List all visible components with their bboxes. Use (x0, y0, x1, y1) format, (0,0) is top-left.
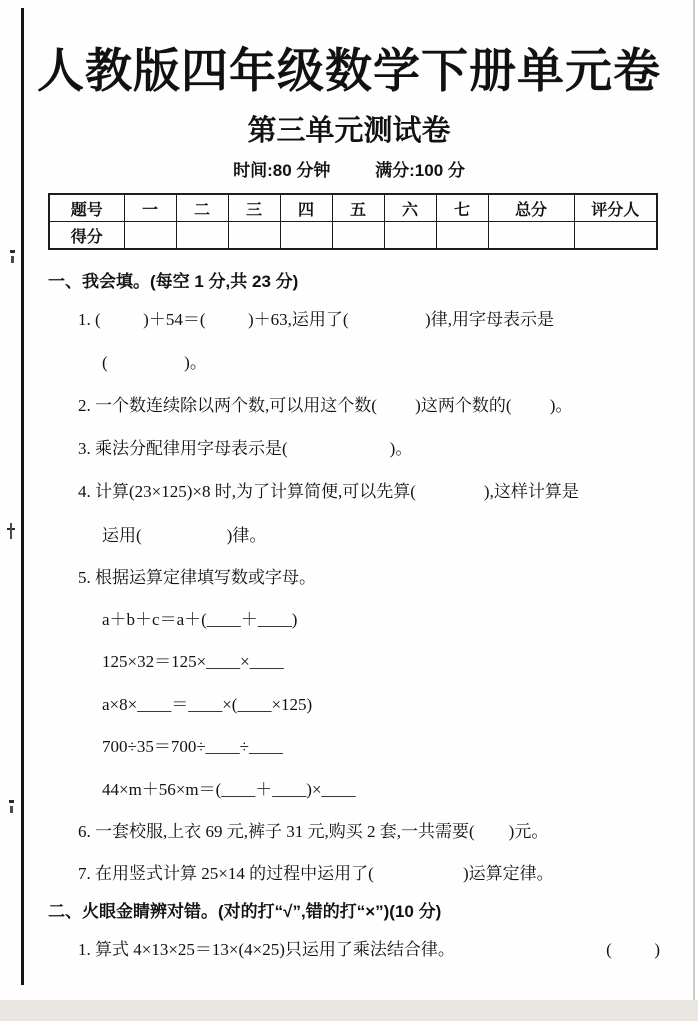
judge-answer-parens: ( ) (606, 940, 660, 959)
scan-edge-line (693, 0, 695, 1002)
question-5: 5. 根据运算定律填写数或字母。 (78, 568, 316, 587)
header-cell-1: 一 (124, 194, 176, 222)
section-two-heading: 二、火眼金睛辨对错。(对的打“√”,错的打“×”)(10 分) (48, 902, 442, 921)
score-cell (384, 222, 436, 250)
score-table-header-row (49, 194, 657, 222)
question-6: 6. 一套校服,上衣 69 元,裤子 31 元,购买 2 套,一共需要( )元。 (78, 822, 549, 841)
header-cell-3: 三 (228, 194, 280, 222)
registration-mark (10, 250, 15, 253)
question-1-line-1: 1. ( )＋54＝( )＋63,运用了( )律,用字母表示是 (78, 310, 554, 329)
question-1-line-2: ( )。 (102, 353, 207, 372)
full-score-label: 满分:100 分 (375, 161, 465, 180)
score-cell (124, 222, 176, 250)
page-title: 人教版四年级数学下册单元卷 (37, 46, 661, 98)
score-cell (228, 222, 280, 250)
score-cell (574, 222, 657, 250)
header-cell-question-no: 题号 (49, 194, 124, 222)
question-5-equation-5: 44×m＋56×m＝(____＋____)×____ (102, 780, 356, 799)
score-cell (176, 222, 228, 250)
question-4-line-1: 4. 计算(23×125)×8 时,为了计算简便,可以先算( ),这样计算是 (78, 482, 579, 501)
score-cell (280, 222, 332, 250)
header-cell-7: 七 (436, 194, 488, 222)
registration-mark (7, 528, 15, 530)
question-2: 2. 一个数连续除以两个数,可以用这个数( )这两个数的( )。 (78, 396, 573, 415)
section-one-heading: 一、我会填。(每空 1 分,共 23 分) (48, 272, 299, 291)
registration-mark (9, 800, 14, 803)
question-5-equation-3: a×8×____＝____×(____×125) (102, 695, 313, 714)
score-cell (436, 222, 488, 250)
scan-bottom-strip (0, 1000, 698, 1021)
judge-question-text: 1. 算式 4×13×25＝13×(4×25)只运用了乘法结合律。 (78, 940, 455, 959)
score-cell (332, 222, 384, 250)
question-5-equation-4: 700÷35＝700÷____÷____ (102, 737, 283, 756)
header-cell-total: 总分 (488, 194, 574, 222)
header-cell-2: 二 (176, 194, 228, 222)
time-label: 时间:80 分钟 (233, 161, 331, 180)
question-5-equation-2: 125×32＝125×____×____ (102, 652, 284, 671)
header-cell-4: 四 (280, 194, 332, 222)
question-7: 7. 在用竖式计算 25×14 的过程中运用了( )运算定律。 (78, 864, 554, 883)
header-cell-grader: 评分人 (574, 194, 657, 222)
score-table (48, 193, 658, 250)
question-4-line-2: 运用( )律。 (102, 526, 267, 545)
score-row-label: 得分 (49, 222, 124, 250)
question-5-equation-1: a＋b＋c＝a＋(____＋____) (102, 610, 298, 629)
header-cell-6: 六 (384, 194, 436, 222)
question-3: 3. 乘法分配律用字母表示是( )。 (78, 439, 413, 458)
score-table-score-row (49, 222, 657, 250)
header-cell-5: 五 (332, 194, 384, 222)
score-cell (488, 222, 574, 250)
section-two-question-1 (78, 938, 660, 962)
left-binding-rule (21, 8, 24, 985)
page-subtitle: 第三单元测试卷 (247, 115, 451, 147)
exam-meta (0, 156, 698, 181)
